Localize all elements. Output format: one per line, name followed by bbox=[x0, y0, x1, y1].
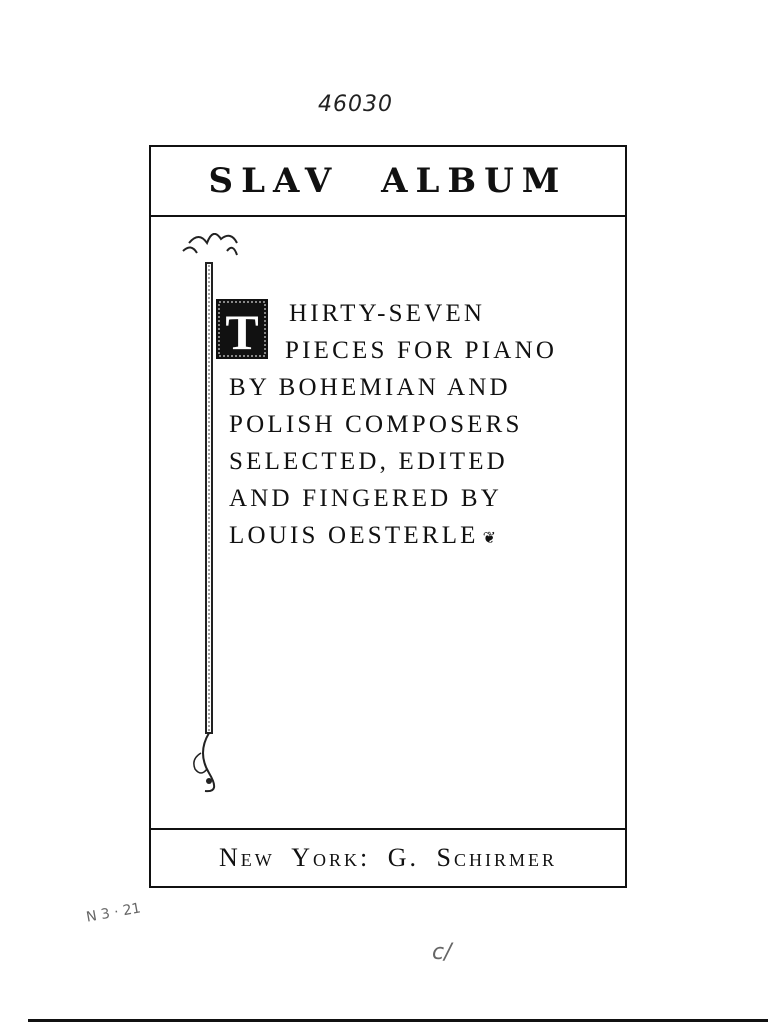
body-line-6: AND FINGERED BY bbox=[229, 485, 502, 512]
handwritten-mark: N 3 · 21 bbox=[85, 900, 142, 926]
title-band bbox=[151, 147, 625, 217]
body-line-1: HIRTY-SEVEN bbox=[289, 300, 486, 327]
album-title: SLAV ALBUM bbox=[208, 161, 568, 201]
body-line-3: BY BOHEMIAN AND bbox=[229, 374, 511, 401]
catalog-number: 46030 bbox=[318, 92, 393, 117]
publisher-band bbox=[151, 828, 625, 886]
publisher-imprint: New York: G. Schirmer bbox=[218, 843, 558, 872]
body-line-5: SELECTED, EDITED bbox=[229, 448, 508, 475]
body-line-4: POLISH COMPOSERS bbox=[229, 411, 523, 438]
body-line-2: PIECES FOR PIANO bbox=[285, 337, 558, 364]
bottom-rule bbox=[28, 1019, 768, 1022]
body-line-7 bbox=[229, 517, 609, 557]
initial-letter: T bbox=[225, 304, 259, 359]
title-page-frame bbox=[149, 145, 627, 888]
fleuron-icon: ❦ bbox=[482, 530, 500, 547]
body-text bbox=[229, 295, 609, 557]
editor-name: LOUIS OESTERLE bbox=[229, 522, 479, 549]
handwritten-mark: c/ bbox=[432, 940, 452, 965]
